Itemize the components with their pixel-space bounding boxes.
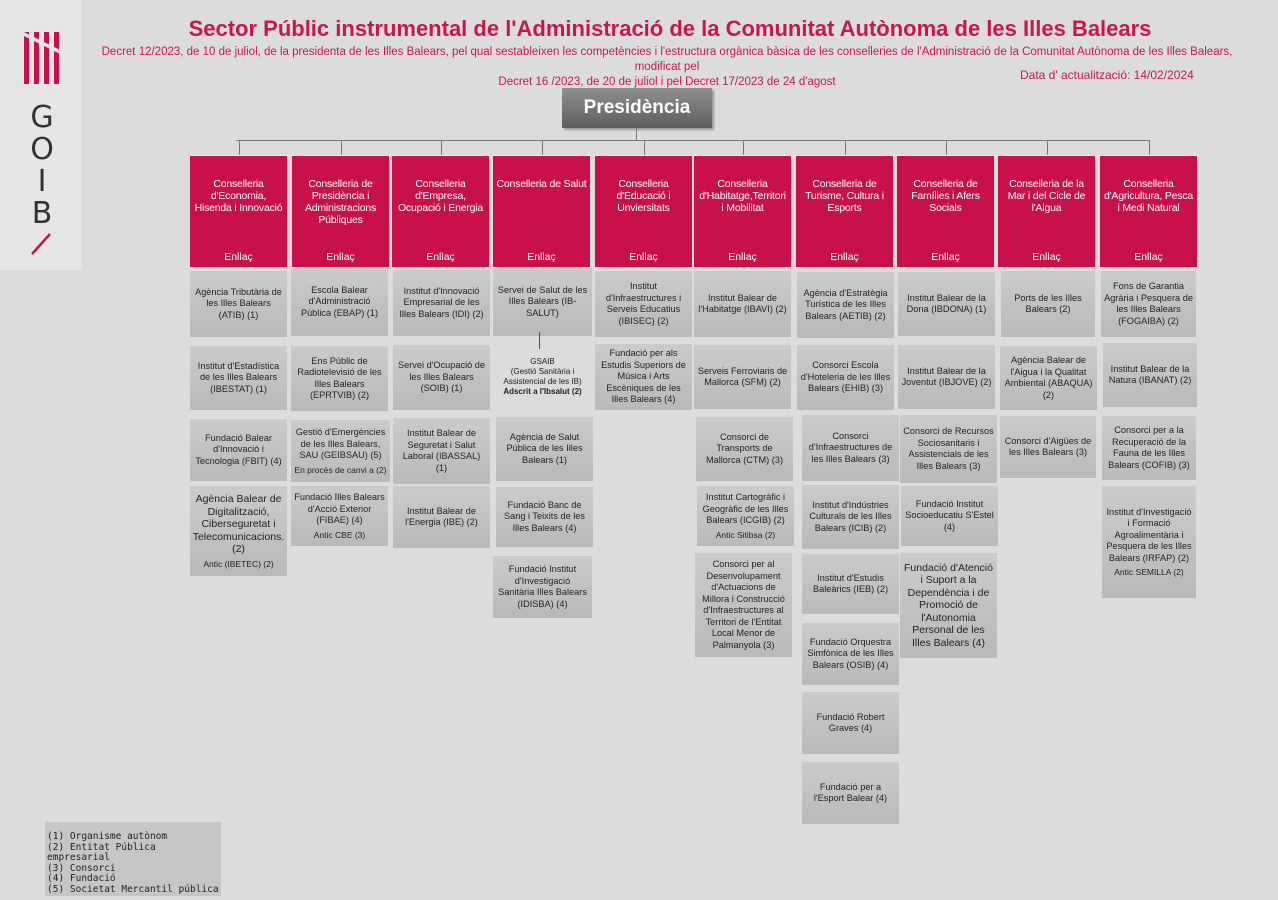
entity-box [291,486,388,546]
entity-name: Consorci Escola d'Hoteleria de les Illes Balears (EHIB) (3) [800,360,891,394]
conselleria-name: Conselleria de Presidència i Administracions Públiques [304,178,377,226]
entity-name: Institut d'Estadística de les Illes Balears (IBESTAT) (1) [197,360,280,394]
goib-stripes-icon [24,32,60,84]
conselleria-link[interactable]: Enllaç [629,251,658,263]
entity-name: Institut d'Investigació i Formació Agroalimentària i Pesquera de les Illes Balears (IRFAP) (2) [1106,506,1192,563]
connector-drop [239,140,240,155]
entity-name: Fundació Balear d'Innovació i Tecnologia (FBIT) (4) [195,432,282,466]
entity-box [900,415,997,483]
entity-box [190,271,287,337]
entity-name: Institut Balear de l'Habitatge (IBAVI) (2) [698,292,787,314]
entity-name: Consorci d'Infraestructures de les Illes Balears (3) [808,430,893,464]
connector-drop [1047,140,1048,155]
legend-item: (2) Entitat Pública empresarial [47,841,156,863]
entity-name: Consorci de Recursos Sociosanitaris i Assistencials de les Illes Balears (3) [903,426,994,471]
entity-name: Agència Balear de l'Aigua i la Qualitat Ambiental (ABAQUA) (2) [1004,355,1093,400]
entity-name: Gestió d'Emergències de les Illes Balears, SAU (GEIBSAU) (5) [295,427,386,461]
legend-item: (3) Consorci [47,862,116,874]
conselleria-box [796,155,893,267]
entity-name: Institut d'Estudis Baleàrics (IEB) (2) [812,572,889,594]
entity-name: Fundació d'Atenció i Suport a la Dependència i de Promoció de l'Autonomia Personal de les Illes Balears (4) [904,561,993,649]
gsaib-connector [539,332,540,349]
connector-drop [341,140,342,155]
connector-vertical-main [636,128,637,140]
entity-box [393,486,490,548]
entity-name: Consorci de Transports de Mallorca (CTM) (3) [705,431,784,465]
entity-box [496,417,593,481]
conselleria-link[interactable]: Enllaç [1134,251,1163,263]
entity-box [1001,271,1095,337]
entity-name: Servei de Salut de les Illes Balears (IB-SALUT) [497,284,588,318]
conselleria-name: Conselleria d'Agricultura, Pesca i Medi Natural [1103,178,1194,214]
entity-name: Fons de Garantia Agrària i Pesquera de les Illes Balears (FOGAIBA) (2) [1104,281,1193,326]
entity-box [493,268,592,336]
entity-name: Fundació per als Estudis Superiors de Música i Arts Escèniques de les Illes Balears (4) [601,348,686,405]
entity-box [291,346,388,411]
entity-name: Fundació Robert Graves (4) [816,711,885,733]
entity-name: Serveis Ferroviaris de Mallorca (SFM) (2) [697,365,788,387]
entity-note: Antic CBE (3) [313,529,366,540]
logo-letter-o: O [30,132,54,167]
conselleria-name: Conselleria de Salut [496,178,587,190]
entity-box [898,345,995,409]
conselleria-name: Conselleria d'Empresa, Ocupació i Energia [397,178,484,214]
legend-item: (1) Organisme autònom [47,831,168,842]
conselleria-link[interactable]: Enllaç [224,251,253,263]
connector-horizontal [236,140,1150,141]
conselleria-link[interactable]: Enllaç [326,251,355,263]
legend-item: (5) Societat Mercantil pública [47,883,219,895]
entity-name: Institut Balear de la Natura (IBANAT) (2) [1108,363,1192,385]
entity-box [797,345,894,410]
entity-name: Agència d'Estratègia Turística de les Illes Balears (AETIB) (2) [803,287,888,321]
entity-name: Institut Balear de Seguretat i Salut Laboral (IBASSAL) (1) [402,428,481,473]
conselleria-name: Conselleria d'Economia, Hisenda i Innovació [194,178,283,214]
entity-box [190,346,287,410]
presidencia-box: Presidència [562,88,712,128]
conselleria-box [694,155,791,267]
entity-box [898,272,995,336]
conselleria-name: Conselleria d'Habitatge,Territori i Mobilitat [699,178,786,214]
entity-box [190,419,287,481]
conselleria-link[interactable]: Enllaç [931,251,960,263]
entity-box [493,556,592,618]
page-title: Sector Públic instrumental de l'Administració de la Comunitat Autònoma de les Illes Balears [188,16,1152,41]
entity-box [1102,486,1196,598]
entity-name: Consorci per al Desenvolupament d'Actuacions de Millora i Construcció d'Infraestructures al Territori de l'Entitat Local Menor de Palmanyola (3) [702,559,785,650]
entity-box [393,345,490,410]
entity-name: Institut d'Infraestructures i Serveis Educatius (IBISEC) (2) [605,281,682,326]
entity-box [697,486,794,546]
connector-drop [542,140,543,155]
connector-drop [743,140,744,155]
entity-name: Agència Tributària de les Illes Balears (ATIB) (1) [195,286,282,320]
conselleria-link[interactable]: Enllaç [830,251,859,263]
conselleria-name: Conselleria de la Mar i del Cicle de l'Aigua [1007,178,1086,214]
connector-drop [946,140,947,155]
conselleria-box [392,155,489,267]
entity-name: Ports de les Illes Balears (2) [1014,292,1082,314]
logo-letter-g: G [30,100,54,135]
legend [45,822,221,896]
entity-name: Fundació Illes Balears d'Acció Exterior (FIBAE) (4) [294,492,385,526]
conselleria-link[interactable]: Enllaç [1032,251,1061,263]
entity-box [291,420,390,482]
entity-name: Escola Balear d'Administració Pública (EBAP) (1) [300,284,379,318]
conselleria-box [190,155,287,267]
connector-drop [845,140,846,155]
entity-box [802,692,899,754]
entity-box [802,485,899,549]
gsaib-adscrit: Adscrit a l'Ibsalut (2) [503,387,582,396]
entity-box [797,272,894,338]
entity-name: Fundació per a l'Esport Balear (4) [813,781,888,803]
entity-name: Institut Balear de l'Energia (IBE) (2) [405,505,478,527]
entity-note: Antic (IBETEC) (2) [203,558,274,569]
entity-box [901,486,998,546]
legend-item: (4) Fundació [47,873,116,884]
entity-box [1101,271,1196,337]
entity-name: Fundació Institut Socioeducatiu S'Estel (4) [905,498,994,532]
entity-note: En procès de canvi a (2) [294,464,387,475]
entity-box [1102,416,1196,480]
entity-box [1103,343,1197,407]
decree-line-1: Decret 12/2023, de 10 de juliol, de la presidenta de les Illes Balears, pel qual sestableixen les competències i l'estructura orgànica bàsica de les conselleries de l'Administració de la Comunitat Autònoma de les Illes Balears, modificat pel [101,46,1233,73]
entity-box [496,487,593,547]
conselleria-box [897,155,994,267]
conselleria-box [998,155,1095,267]
entity-box [900,553,997,658]
conselleria-box [292,155,389,267]
entity-name: Institut d'Innovació Empresarial de les Illes Balears (IDI) (2) [399,285,484,319]
connector-drop [1149,140,1150,155]
conselleria-link[interactable]: Enllaç [426,251,455,263]
entity-note: Antic SEMILLA (2) [1114,567,1184,578]
entity-name: Agència Balear de Digitalització, Ciberseguretat i Telecomunicacions. (2) [192,493,285,556]
decree-line-2: Decret 16 /2023, de 20 de juliol i pel Decret 17/2023 de 24 d'agost [498,76,836,88]
entity-box [393,418,490,484]
update-date: Data d' actualització: 14/02/2024 [1020,68,1194,82]
entity-box [694,345,791,409]
entity-box [595,271,692,337]
logo-letter-b: B [31,196,53,231]
entity-box [1000,346,1097,410]
entity-box [695,553,792,657]
entity-name: Institut Balear de la Joventut (IBJOVE) (2) [901,365,992,387]
gsaib-desc: (Gestió Sanitària i Assistencial de les IB) [503,367,582,386]
entity-box [595,344,692,410]
conselleria-box [493,155,590,267]
entity-name: Servei d'Ocupació de les Illes Balears (SOIB) (1) [397,360,486,394]
conselleria-link[interactable]: Enllaç [527,251,556,263]
connector-drop [441,140,442,155]
gsaib-title: GSAIB [530,357,555,366]
entity-box [802,623,899,685]
entity-box [291,268,388,336]
logo-letter-i: I [37,164,47,199]
entity-name: Institut Balear de la Dona (IBDONA) (1) [906,292,987,314]
conselleria-box [1100,155,1197,267]
entity-box [694,271,791,337]
entity-name: Institut d'Indústries Culturals de les Illes Balears (ICIB) (2) [809,499,892,533]
entity-name: Agència de Salut Pública de les Illes Balears (1) [506,431,583,465]
entity-box [190,486,287,576]
conselleria-name: Conselleria de Turisme, Cultura i Esports [805,178,884,214]
entity-name: Institut Cartogràfic i Geogràfic de les Illes Balears (ICGIB) (2) [702,492,789,526]
entity-box [802,554,899,614]
entity-box [802,415,899,481]
conselleria-name: Conselleria d'Educació i Unviersitats [616,178,671,214]
entity-box [1000,416,1096,478]
connector-drop [644,140,645,155]
entity-name: Fundació Banc de Sang i Teixits de les Illes Balears (4) [503,499,586,533]
entity-box [393,270,490,336]
goib-logo [0,0,82,270]
gsaib-note [495,357,590,397]
entity-box [696,417,793,481]
entity-name: Consorci per a la Recuperació de la Fauna de les Illes Balears (COFIB) (3) [1108,425,1190,470]
entity-name: Ens Públic de Radiotelevisió de les Illes Balears (EPRTVIB) (2) [297,355,382,400]
logo-slash-icon [30,232,52,256]
entity-name: Fundació Institut d'Investigació Sanitària Illes Balears (IDISBA) (4) [498,564,587,609]
entity-note: Antic Sitibsa (2) [715,529,776,540]
conselleria-link[interactable]: Enllaç [728,251,757,263]
conselleria-box [595,155,692,267]
entity-name: Fundació Orquestra Simfònica de les Illes Balears (OSIB) (4) [807,636,894,670]
entity-name: Consorci d'Aigües de les Illes Balears (3) [1004,435,1092,457]
entity-box [802,762,899,824]
conselleria-name: Conselleria de Famílies i Afers Socials [911,178,980,214]
